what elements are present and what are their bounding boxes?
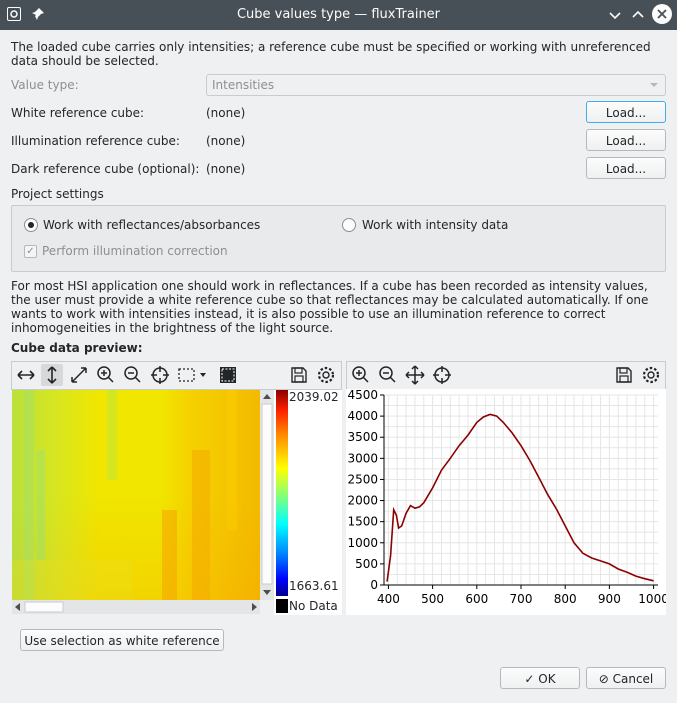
- x-tick-label: 1000: [638, 592, 666, 606]
- white-ref-label: White reference cube:: [11, 106, 145, 120]
- x-tick-label: 400: [376, 592, 400, 606]
- white-ref-value: (none): [206, 106, 246, 120]
- cube-image-preview[interactable]: [12, 390, 260, 600]
- x-tick-label: 900: [597, 592, 621, 606]
- dark-ref-value: (none): [206, 162, 246, 176]
- preview-title: Cube data preview:: [11, 341, 143, 355]
- window-title: Cube values type — fluxTrainer: [236, 7, 441, 22]
- value-type-value: Intensities: [212, 78, 275, 92]
- y-tick-label: 0: [370, 578, 378, 592]
- cancel-label: Cancel: [612, 672, 654, 686]
- project-settings-group: [11, 205, 666, 272]
- dark-ref-label: Dark reference cube (optional):: [11, 162, 200, 176]
- spectrum-chart-svg: [346, 389, 666, 615]
- chart-toolbar: [346, 361, 666, 390]
- cancel-icon: ⊘: [598, 672, 609, 686]
- y-tick-label: 1500: [347, 514, 378, 529]
- no-data-label: No Data: [289, 599, 338, 613]
- y-tick-label: 500: [355, 556, 378, 571]
- y-tick-label: 4500: [347, 389, 378, 402]
- y-tick-label: 3000: [347, 451, 378, 466]
- help-line-4: inhomogeneities in the brightness of the light source.: [11, 321, 334, 335]
- project-settings-title: Project settings: [11, 187, 104, 201]
- no-data-swatch: [276, 599, 288, 613]
- save-icon[interactable]: [288, 364, 310, 386]
- cancel-button[interactable]: [586, 667, 666, 689]
- zoom-in-icon[interactable]: [95, 364, 117, 386]
- radio-intensity-label[interactable]: Work with intensity data: [362, 218, 509, 232]
- chart-crosshair-icon[interactable]: [431, 364, 453, 386]
- value-type-label: Value type:: [11, 78, 79, 92]
- y-tick-label: 4000: [347, 409, 378, 424]
- minimize-button[interactable]: [605, 5, 625, 25]
- load-dark-button[interactable]: Load...: [586, 157, 666, 179]
- scale-horizontal-icon[interactable]: [15, 364, 37, 386]
- illum-ref-value: (none): [206, 134, 246, 148]
- image-toolbar: [11, 361, 342, 390]
- show-selection-icon[interactable]: [217, 364, 239, 386]
- intro-line-1: The loaded cube carries only intensities; a reference cube must be specified or working with unreferenced: [11, 40, 651, 54]
- chart-zoom-in-icon[interactable]: [350, 364, 372, 386]
- colorbar-min: 1663.61: [289, 579, 339, 593]
- horizontal-scrollbar[interactable]: [12, 600, 260, 614]
- intro-line-2: data should be selected.: [11, 54, 159, 68]
- radio-reflectances[interactable]: [24, 218, 38, 232]
- colorbar: [276, 390, 288, 596]
- spectrum-chart[interactable]: [346, 389, 666, 615]
- help-line-2: the user must provide a white reference cube so that reflectances may be calculated automatically. If one: [11, 293, 649, 307]
- chart-zoom-out-icon[interactable]: [377, 364, 399, 386]
- chevron-down-icon: [650, 75, 658, 101]
- load-illum-button[interactable]: Load...: [586, 129, 666, 151]
- ok-label: OK: [538, 672, 556, 686]
- selection-mode-icon[interactable]: [176, 364, 210, 386]
- ok-button[interactable]: [500, 667, 580, 689]
- colorbar-max: 2039.02: [289, 390, 339, 404]
- spectrum-series-line: [387, 414, 653, 581]
- x-tick-label: 700: [509, 592, 533, 606]
- fit-icon[interactable]: [68, 364, 90, 386]
- crosshair-icon[interactable]: [149, 364, 171, 386]
- value-type-combo: [206, 74, 666, 96]
- y-tick-label: 2000: [347, 493, 378, 508]
- x-tick-label: 800: [553, 592, 577, 606]
- title-bar: [0, 0, 677, 30]
- zoom-out-icon[interactable]: [122, 364, 144, 386]
- scale-vertical-icon[interactable]: [41, 364, 63, 386]
- illum-correction-checkbox: ✓: [24, 245, 37, 258]
- illum-correction-label: Perform illumination correction: [42, 244, 228, 258]
- use-selection-button[interactable]: Use selection as white reference: [20, 629, 224, 651]
- x-tick-label: 500: [421, 592, 445, 606]
- illum-ref-label: Illumination reference cube:: [11, 134, 180, 148]
- y-tick-label: 1000: [347, 535, 378, 550]
- maximize-button[interactable]: [628, 5, 648, 25]
- chart-pan-icon[interactable]: [404, 364, 426, 386]
- close-button[interactable]: [652, 4, 672, 24]
- x-tick-label: 600: [465, 592, 489, 606]
- help-line-1: For most HSI application one should work in reflectances. If a cube has been recorded as intensity values,: [11, 279, 648, 293]
- settings-gear-icon[interactable]: [315, 364, 337, 386]
- help-line-3: wants to work with intensities instead, it is also possible to use an illumination reference to correct: [11, 307, 606, 321]
- chart-save-icon[interactable]: [613, 364, 635, 386]
- check-icon: ✓: [524, 672, 535, 686]
- radio-reflectances-label[interactable]: Work with reflectances/absorbances: [43, 218, 261, 232]
- y-tick-label: 3500: [347, 430, 378, 445]
- y-tick-label: 2500: [347, 472, 378, 487]
- chart-settings-gear-icon[interactable]: [640, 364, 662, 386]
- load-white-button[interactable]: Load...: [586, 101, 666, 123]
- radio-intensity[interactable]: [342, 218, 356, 232]
- vertical-scrollbar[interactable]: [260, 390, 274, 600]
